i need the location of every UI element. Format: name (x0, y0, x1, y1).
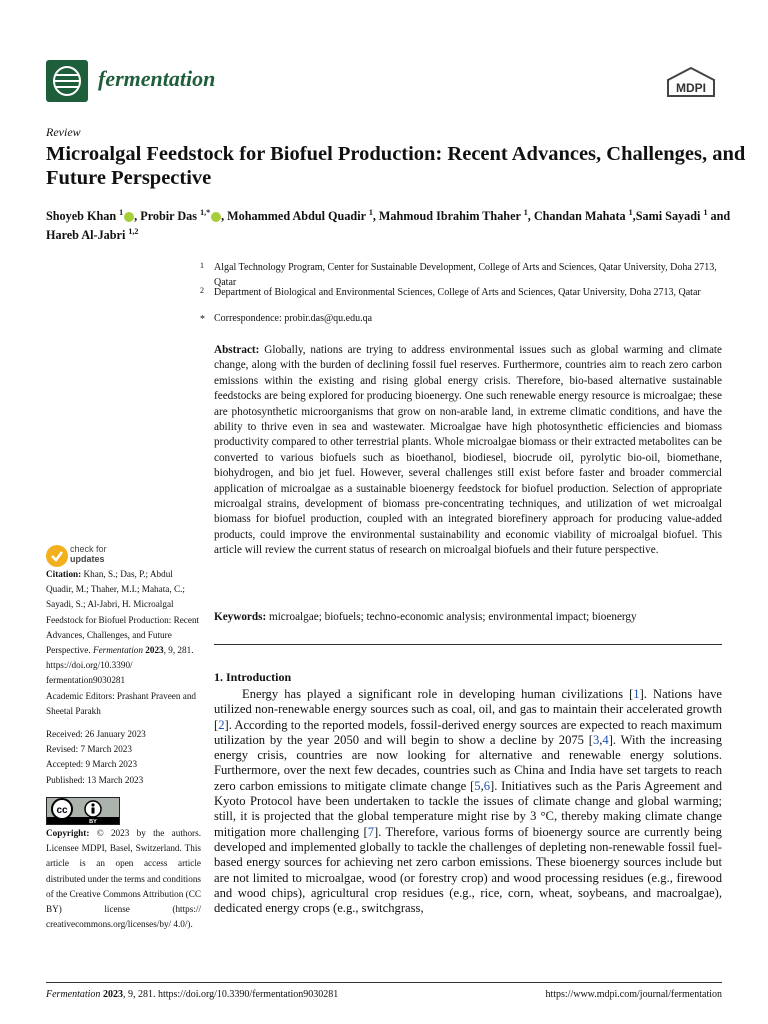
received-date: Received: 26 January 2023 (46, 729, 146, 739)
intro-text: ]. Nations have utilized non-renewable energy sources such as coal, oil, and gas to maintain their accelerated growth [ (214, 687, 723, 732)
author-name: Sami Sayadi (635, 209, 704, 224)
author-affiliation-sup: 1 (703, 208, 708, 217)
citation-journal: Fermentation (92, 645, 143, 656)
citation-block (46, 567, 201, 689)
reference-link[interactable]: 7 (367, 824, 374, 839)
correspondence-mark: * (200, 314, 205, 325)
citation-label: Citation: (46, 569, 82, 579)
intro-text: ]. With the increasing energy crisis, countries are now looking for alternative and renewable energy solutions. Furthermore, over the next few decades, countries such as China and India have set targets to reach zero carbon emissions to mitigate climate change [ (214, 732, 723, 793)
citation-text: Khan, S.; Das, P.; Abdul Quadir, M.; Thaher, M.I.; Mahata, C.; Sayadi, S.; Al-Jabri, H. Microalgal Feedstock for Biofuel Production: Recent Advances, Challenges, and Future Perspective. (46, 569, 200, 656)
affiliation-2 (200, 286, 724, 301)
author-name: Probir Das (140, 209, 201, 224)
article-title: Microalgal Feedstock for Biofuel Production: Recent Advances, Challenges, and Future Perspective (46, 143, 746, 189)
publisher-label: MDPI (676, 81, 706, 95)
author-separator: , (134, 209, 141, 224)
section-title: 1. Introduction (214, 670, 292, 684)
reference-link[interactable]: 4 (602, 732, 609, 747)
orcid-icon[interactable] (211, 212, 221, 222)
abstract (214, 343, 722, 559)
author-affiliation-sup: 1 (523, 208, 528, 217)
check-for-updates-label[interactable] (70, 544, 107, 564)
citation-year: 2023 (145, 645, 164, 656)
check-for-updates-icon[interactable] (46, 545, 68, 567)
author-separator: , (221, 209, 228, 224)
footer-journal: Fermentation (46, 989, 101, 1000)
copyright-block (46, 826, 201, 932)
author-separator: , (372, 209, 379, 224)
section-divider (214, 644, 722, 645)
abstract-label: Abstract: (214, 344, 260, 356)
reference-link[interactable]: 6 (483, 778, 491, 793)
author-name: Hareb Al-Jabri (46, 228, 129, 243)
author-name: Chandan Mahata (533, 209, 629, 224)
introduction-paragraph (214, 687, 722, 916)
dates-block (46, 727, 201, 788)
footer-divider (46, 982, 722, 983)
keywords-text: microalgae; biofuels; techno-economic analysis; environmental impact; bioenergy (269, 611, 637, 623)
author-name: Shoyeb Khan (46, 209, 120, 224)
affiliation-text: Department of Biological and Environmental Sciences, College of Arts and Sciences, Qatar University, Doha 2713, Qatar (214, 287, 701, 298)
check-line-1: check for (70, 544, 107, 554)
by-label: BY (89, 819, 97, 824)
author-affiliation-sup: 1,2 (128, 227, 139, 237)
intro-text: ]. According to the reported models, fossil-derived energy sources are expected to reach maximum utilization by the year 2050 and will begin to show a decline by 2075 [ (214, 717, 722, 747)
abstract-text: Globally, nations are trying to address environmental issues such as global warming and climate change, along with the burden of declining fossil fuel reserves. Furthermore, countries aim to reach zero carbon emissions within the existing and rising global energy crisis. Therefore, bio-based alternative sustainable feedstocks are being explored for producing bioenergy. One such renewable energy resource is microalgae; these are photosynthetic microorganisms that grow on non-arable land, in extreme climatic conditions, and have the ability to thrive even in sea and wastewater. Microalgae have high photosynthetic efficiencies and biomass productivity compared to other terrestrial plants. Whole microalgae biomass or their extracted metabolites can be converted to various biofuels such as bioethanol, biodiesel, biocrude oil, pyrolytic bio-oil, biomethane, biohydrogen, and bio jet fuel. However, several challenges still exist before faster and broader commercial application of microalgae as a sustainable bioenergy feedstock for biofuel production. Selection of appropriate microalgal strains, development of biomass pre-concentrating techniques, and utilization of wet microalgal biomass for biofuel production, coupled with an integrated biorefinery approach for producing value-added products, could improve the environmental sustainability and economic viability of microalgal biofuel. This article will review the current status of research on microalgal biofuels and their future perspective. (214, 344, 723, 557)
author-separator: , (632, 209, 636, 224)
author-list (46, 205, 736, 243)
orcid-icon[interactable] (124, 212, 134, 222)
author-affiliation-sup: 1,* (200, 208, 211, 217)
cc-label: cc (56, 805, 68, 816)
footer-year: 2023 (102, 989, 123, 1000)
correspondence (200, 312, 724, 327)
footer-doi[interactable]: , 9, 281. https://doi.org/10.3390/fermentation9030281 (122, 989, 339, 1000)
author-name: Mahmoud Ibrahim Thaher (378, 209, 524, 224)
intro-text: , (480, 778, 484, 793)
published-date: Published: 13 March 2023 (46, 774, 144, 785)
author-separator: and (707, 209, 731, 224)
reference-link[interactable]: 1 (633, 687, 640, 701)
affiliation-mark: 1 (200, 261, 204, 270)
academic-editors: Academic Editors: Prashant Praveen and Sheetal Parakh (46, 691, 197, 717)
correspondence-email[interactable]: Correspondence: probir.das@qu.edu.qa (214, 313, 373, 324)
intro-text: , (599, 732, 603, 747)
author-affiliation-sup: 1 (368, 208, 373, 217)
author-separator: , (527, 209, 534, 224)
author-affiliation-sup: 1 (628, 208, 633, 217)
reference-link[interactable]: 2 (218, 717, 225, 732)
affiliation-text: Algal Technology Program, Center for Sustainable Development, College of Arts and Sciences, Qatar University, Doha 2713, Qatar (214, 262, 717, 288)
mdpi-logo-icon (664, 66, 718, 100)
journal-name: fermentation (98, 66, 216, 91)
cc-by-license-icon[interactable] (46, 797, 120, 825)
affiliation-mark: 2 (200, 286, 204, 295)
reference-link[interactable]: 3 (592, 732, 600, 747)
accepted-date: Accepted: 9 March 2023 (46, 759, 138, 770)
intro-text: ]. Initiatives such as the Paris Agreement and Kyoto Protocol have been undertaken to tackle the issues of climate change and global warming; still, it is projected that the global temperature might rise by 3 °C, thereby making climate change mitigation more challenging [ (214, 778, 722, 839)
author-affiliation-sup: 1 (119, 208, 124, 217)
intro-text: ]. Therefore, various forms of bioenergy source are currently being developed and implemented globally to tackle the challenges of depleting non-renewable fossil fuel-based energy sources for achieving net zero carbon emissions. These bioenergy sources include but are not limited to microalgae, wood (or forestry crop) and wood processing residues (e.g., firewood and wood chips), agricultural crop residues (e.g., rice, corn, wheat, soybeans, and macroalgae), dedicated energy crops (e.g., switchgrass, (214, 824, 722, 916)
revised-date: Revised: 7 March 2023 (46, 744, 132, 755)
article-type: Review (46, 125, 81, 139)
footer-citation (46, 989, 338, 1000)
keywords-label: Keywords: (214, 611, 267, 623)
copyright-text: © 2023 by the authors. Licensee MDPI, Basel, Switzerland. This article is an open access article distributed under the terms and conditions of the Creative Commons Attribution (CC BY) license (https:// creativecommons.org/licenses/by/ 4.0/). (46, 828, 201, 930)
journal-logo-icon (46, 60, 88, 102)
copyright-label: Copyright: (46, 828, 90, 838)
keywords (214, 610, 722, 625)
footer-journal-url[interactable]: https://www.mdpi.com/journal/fermentation (545, 989, 722, 1000)
check-line-2: updates (70, 554, 105, 564)
author-name: Mohammed Abdul Quadir (227, 209, 369, 224)
reference-link[interactable]: 5 (474, 778, 481, 793)
citation-doi[interactable]: , 9, 281. https://doi.org/10.3390/ fermentation9030281 (46, 645, 194, 686)
intro-text: Energy has played a significant role in developing human civilizations [ (242, 687, 634, 701)
